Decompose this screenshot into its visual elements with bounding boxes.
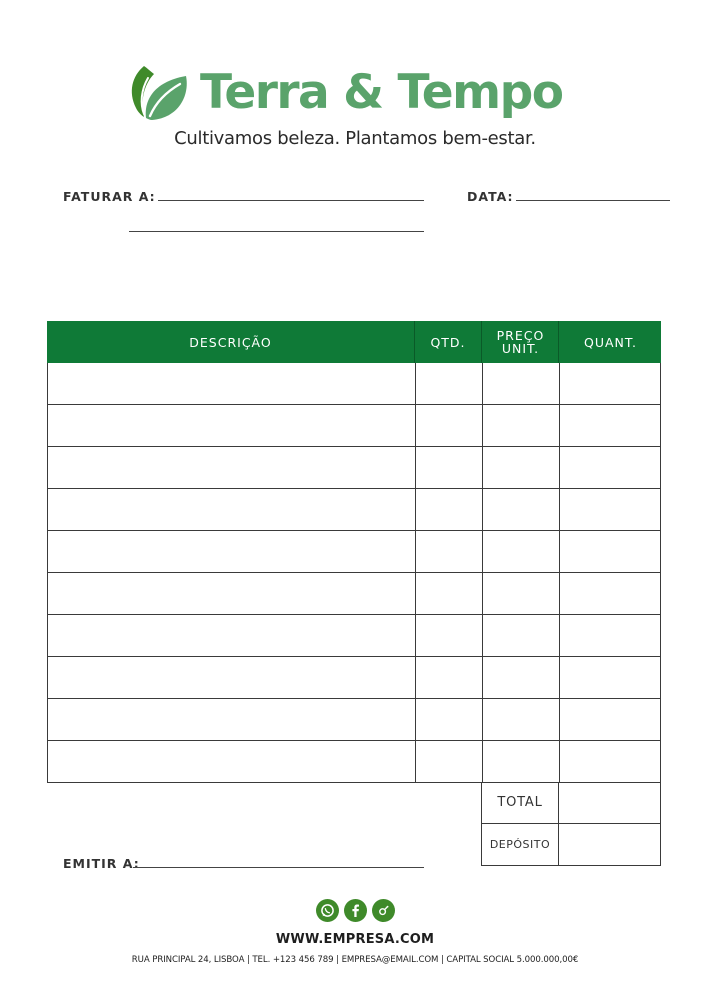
cell-qty[interactable]: [415, 699, 483, 740]
table-row: [47, 741, 661, 783]
brand-slogan: Cultivamos beleza. Plantamos bem-estar.: [174, 128, 536, 149]
table-header: [47, 321, 661, 363]
cell-qty[interactable]: [415, 657, 483, 698]
bill-to-label: FATURAR A:: [63, 189, 156, 204]
table-row: [47, 489, 661, 531]
table-row: [47, 405, 661, 447]
cell-qty[interactable]: [415, 489, 483, 530]
total-value[interactable]: [558, 782, 661, 823]
header-unit-price: PREÇO UNIT.: [481, 321, 559, 363]
issue-to-label: EMITIR A:: [63, 856, 140, 871]
total-row: [481, 782, 661, 824]
date-label: DATA:: [467, 189, 514, 204]
brand-header: [128, 62, 578, 122]
table-row: [47, 363, 661, 405]
cell-description[interactable]: [48, 573, 415, 614]
cell-amount[interactable]: [559, 573, 661, 614]
cell-amount[interactable]: [559, 699, 661, 740]
cell-description[interactable]: [48, 699, 415, 740]
cell-unit-price[interactable]: [482, 741, 560, 782]
cell-description[interactable]: [48, 447, 415, 488]
table-row: [47, 657, 661, 699]
cell-description[interactable]: [48, 615, 415, 656]
cell-amount[interactable]: [559, 405, 661, 446]
cell-amount[interactable]: [559, 741, 661, 782]
leaf-icon: [128, 62, 190, 122]
table-row: [47, 573, 661, 615]
cell-qty[interactable]: [415, 447, 483, 488]
cell-qty[interactable]: [415, 363, 483, 404]
table-row: [47, 447, 661, 489]
social-links: [316, 899, 396, 923]
total-label: TOTAL: [497, 795, 543, 810]
deposit-value[interactable]: [558, 824, 661, 865]
brand-name: Terra & Tempo: [200, 65, 563, 120]
cell-amount[interactable]: [559, 447, 661, 488]
table-row: [47, 615, 661, 657]
cell-qty[interactable]: [415, 405, 483, 446]
cell-qty[interactable]: [415, 573, 483, 614]
cell-unit-price[interactable]: [482, 447, 560, 488]
cell-amount[interactable]: [559, 615, 661, 656]
date-line[interactable]: [516, 200, 670, 201]
table-row: [47, 531, 661, 573]
cell-unit-price[interactable]: [482, 489, 560, 530]
website-link[interactable]: WWW.EMPRESA.COM: [275, 932, 435, 947]
cell-unit-price[interactable]: [482, 573, 560, 614]
cell-unit-price[interactable]: [482, 363, 560, 404]
cell-amount[interactable]: [559, 363, 661, 404]
facebook-icon[interactable]: [344, 899, 367, 922]
header-amount: QUANT.: [558, 321, 662, 363]
cell-description[interactable]: [48, 405, 415, 446]
cell-description[interactable]: [48, 657, 415, 698]
whatsapp-icon[interactable]: [316, 899, 339, 922]
cell-qty[interactable]: [415, 741, 483, 782]
issue-to-line[interactable]: [133, 867, 424, 868]
cell-unit-price[interactable]: [482, 531, 560, 572]
cell-description[interactable]: [48, 741, 415, 782]
deposit-label: DEPÓSITO: [489, 838, 551, 851]
cell-amount[interactable]: [559, 531, 661, 572]
cell-amount[interactable]: [559, 657, 661, 698]
company-address: RUA PRINCIPAL 24, LISBOA | TEL. +123 456 789 | EMPRESA@EMAIL.COM | CAPITAL SOCIAL 5.000.000,00€: [131, 955, 579, 965]
deposit-row: [481, 824, 661, 866]
instagram-icon[interactable]: [372, 899, 395, 922]
header-description: DESCRIÇÃO: [189, 334, 272, 350]
cell-unit-price[interactable]: [482, 657, 560, 698]
table-row: [47, 699, 661, 741]
cell-qty[interactable]: [415, 615, 483, 656]
cell-unit-price[interactable]: [482, 405, 560, 446]
cell-qty[interactable]: [415, 531, 483, 572]
cell-description[interactable]: [48, 363, 415, 404]
cell-description[interactable]: [48, 531, 415, 572]
bill-to-line-1[interactable]: [158, 200, 424, 201]
bill-to-line-2[interactable]: [129, 231, 424, 232]
cell-amount[interactable]: [559, 489, 661, 530]
cell-unit-price[interactable]: [482, 615, 560, 656]
header-qty: QTD.: [414, 321, 481, 363]
cell-description[interactable]: [48, 489, 415, 530]
cell-unit-price[interactable]: [482, 699, 560, 740]
